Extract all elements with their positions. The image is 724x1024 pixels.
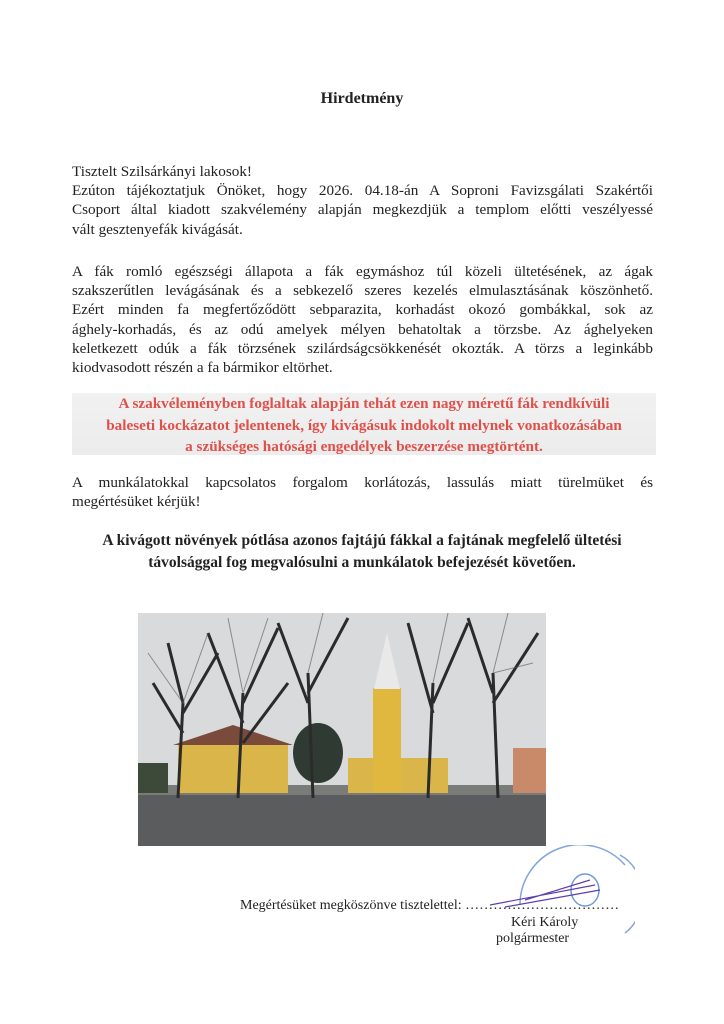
text-line: vált gesztenyefák kivágását.: [72, 220, 243, 238]
text-line: kiodvasodott részén a fa bármikor eltörhet.: [72, 359, 333, 377]
text-line: A munkálatokkal kapcsolatos forgalom korlátozás, lassulás miatt türelmüket és: [72, 474, 653, 491]
traffic-paragraph: [72, 473, 653, 511]
text-line: ághely-korhadás, és az odú amelyek mélyen behatoltak a törzsbe. Az ághelyeken: [72, 320, 653, 338]
text-line: keletkezett odúk a fák törzsének szilárdságcsökkenését okozták. A törzs a leginkább: [72, 339, 653, 357]
page-title: Hirdetmény: [320, 90, 404, 107]
text-line: A kivágott növények pótlása azonos fajtájú fákkal a fajtának megfelelő ültetési: [102, 532, 622, 549]
text-line: szakszerűtlen levágásának és a sebkezelő szeres kezelés elmulasztásának köszönhető.: [72, 282, 653, 300]
replanting-notice: [60, 530, 664, 574]
highlight-line: A szakvéleményben foglaltak alapján tehát ezen nagy méretű fák rendkívüli: [118, 395, 610, 412]
text-line: Ezúton tájékoztatjuk Önöket, hogy 2026. 04.18-án A Soproni Favizsgálati Szakértői: [72, 182, 653, 200]
tree-condition-paragraph: [72, 262, 653, 377]
text-line: Ezért minden fa megfertőződött sebparazita, korhadást okozó gombákkal, sok az: [72, 301, 653, 319]
highlight-line: baleseti kockázatot jelentenek, így kivágásuk indokolt melynek vonatkozásában: [106, 416, 622, 434]
signature-line: Megértésüket megköszönve tisztelettel: ……………………………: [240, 898, 620, 913]
highlight-box: [72, 393, 656, 455]
text-line: megértésüket kérjük!: [72, 493, 201, 511]
signer-role: polgármester: [496, 931, 570, 946]
signer-name: Kéri Károly: [511, 915, 579, 930]
greeting: Tisztelt Szilsárkányi lakosok!: [72, 163, 252, 180]
church-photo: [138, 613, 546, 846]
text-line: távolsággal fog megvalósulni a munkálatok befejezését követően.: [148, 554, 576, 571]
text-line: A fák romló egészségi állapota a fák egymáshoz túl közeli ültetésének, az ágak: [72, 263, 653, 280]
highlight-line: a szükséges hatósági engedélyek beszerzése megtörtént.: [185, 438, 543, 455]
text-line: Csoport által kiadott szakvélemény alapján megkezdjük a templom előtti veszélyessé: [72, 201, 653, 219]
greeting-and-intro: [72, 162, 653, 239]
